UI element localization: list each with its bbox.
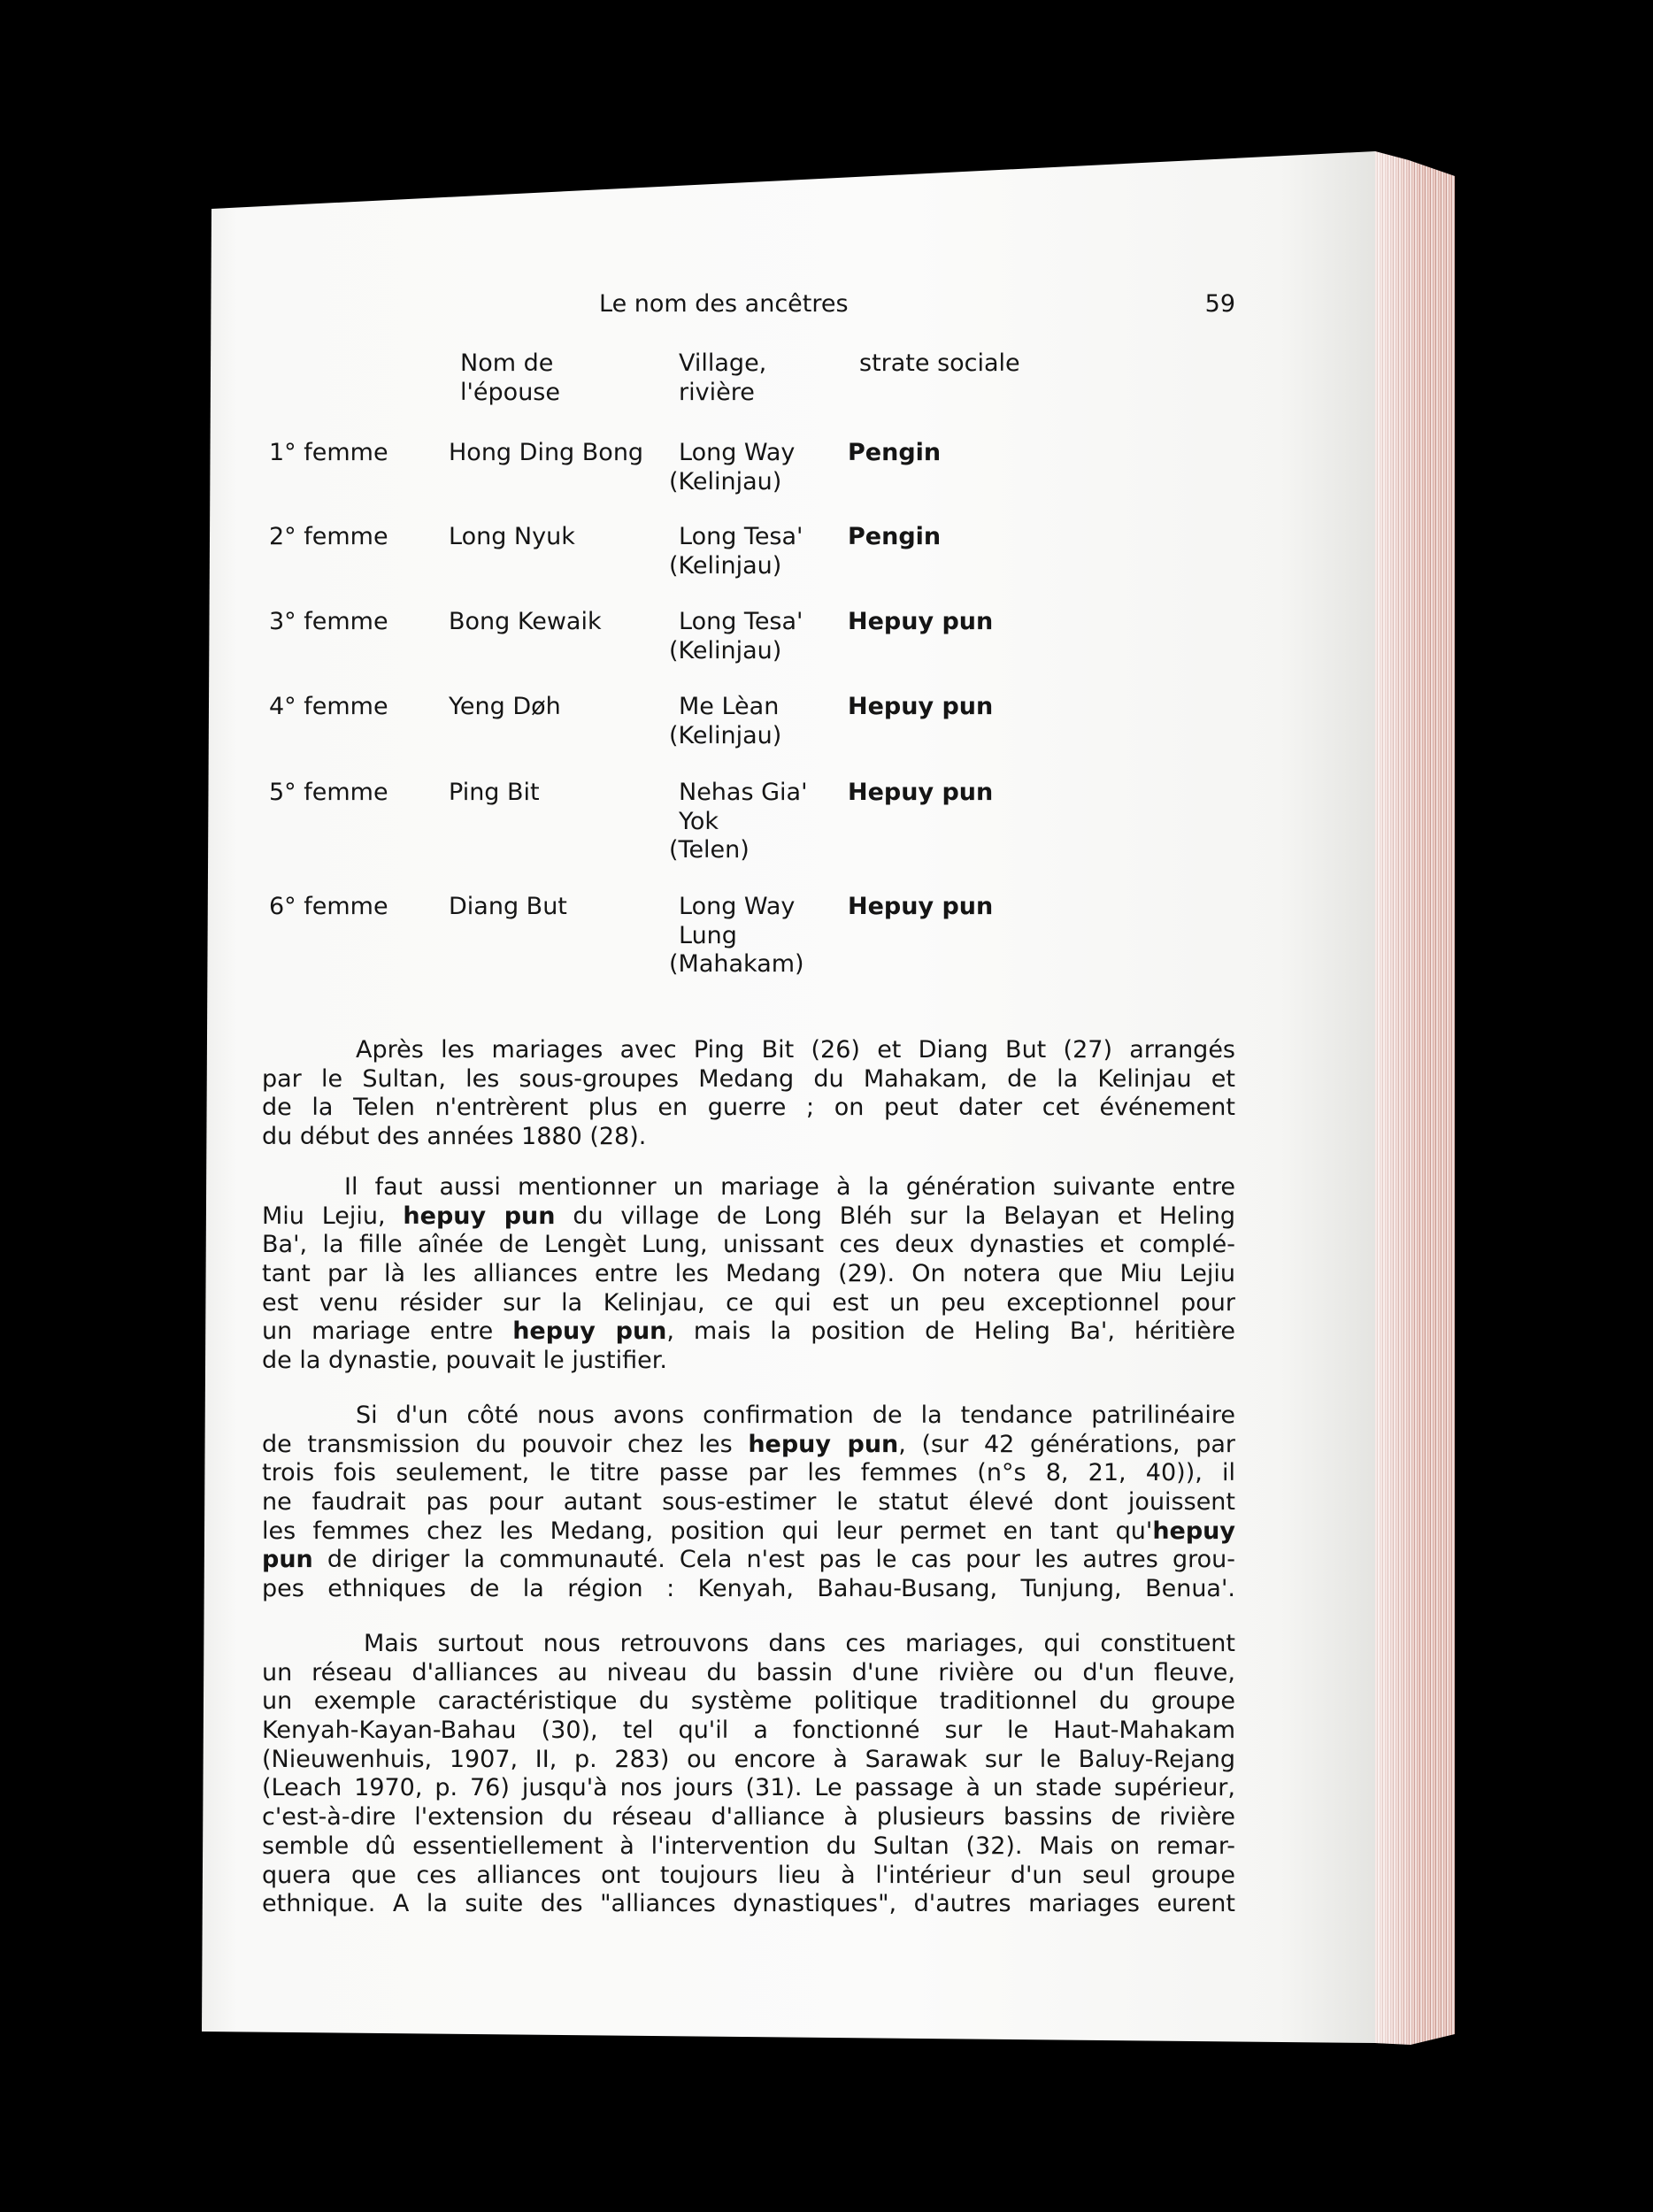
bold-term: hepuy pun [512,1317,667,1346]
body-paragraph [262,1630,1235,1919]
rank-cell: 6° femme [269,893,388,920]
river-line: (Kelinjau) [669,721,782,749]
river-line: (Kelinjau) [669,636,782,664]
text-line: (Nieuwenhuis, 1907, II, p. 283) ou encore à Sarawak sur le Baluy-Rejang [262,1745,1235,1773]
text-line [262,1202,1235,1232]
column-header-stratum: strate sociale [859,349,1020,377]
text-line: du début des années 1880 (28). [262,1123,647,1151]
page-edges [1375,151,1455,2054]
rank-cell: 3° femme [269,608,388,635]
wife-name-cell: Ping Bit [449,779,540,806]
wife-name-cell: Bong Kewaik [449,608,602,635]
text-line: par le Sultan, les sous-groupes Medang du Mahakam, de la Kelinjau et [262,1064,1235,1093]
village-line: Nehas Gia' [679,779,808,806]
village-line: Me Lèan [679,693,780,720]
village-cell [669,439,796,496]
column-header-line: rivière [679,378,755,406]
text-run: Miu Lejiu, [262,1202,404,1230]
running-title: Le nom des ancêtres [599,290,849,318]
rank-cell: 2° femme [269,523,388,550]
text-line: de la Telen n'entrèrent plus en guerre ; on peut dater cet événement [262,1094,1235,1122]
column-header-wife [460,349,560,407]
text-run: de transmission du pouvoir chez les [262,1430,749,1458]
text-line: de la dynastie, pouvait le justifier. [262,1347,667,1375]
page-number: 59 [1204,290,1235,318]
column-header-line: Village, [679,349,767,377]
text-run: les femmes chez les Medang, position qui leur permet en tant qu' [262,1517,1153,1545]
text-line: Ba', la fille aînée de Lengèt Lung, unissant ces deux dynasties et complé- [262,1231,1235,1259]
social-stratum-cell: Pengin [848,439,942,466]
body-paragraph [262,1402,1235,1604]
text-run: , (sur 42 générations, par [898,1430,1235,1458]
village-cell [669,608,803,665]
text-line: semble dû essentiellement à l'intervention du Sultan (32). Mais on remar- [262,1832,1235,1860]
social-stratum-cell: Hepuy pun [848,608,994,635]
text-line: est venu résider sur la Kelinjau, ce qui est un peu exceptionnel pour [262,1288,1235,1317]
text-line: Après les mariages avec Ping Bit (26) et Diang But (27) arrangés [356,1036,1235,1064]
text-line: tant par là les alliances entre les Medang (29). On notera que Miu Lejiu [262,1260,1235,1288]
village-cell [669,693,782,750]
text-line [262,1546,1235,1575]
social-stratum-cell: Hepuy pun [848,893,994,920]
column-header-village [679,349,766,407]
text-line: trois fois seulement, le titre passe par les femmes (n°s 8, 21, 40)), il [262,1459,1235,1487]
text-line [262,1517,1235,1547]
text-line: Mais surtout nous retrouvons dans ces mariages, qui constituent [364,1630,1235,1657]
village-line: Lung [679,921,737,949]
bold-term: hepuy pun [403,1202,556,1230]
village-cell [669,779,808,865]
text-line: Kenyah-Kayan-Bahau (30), tel qu'il a fonctionné sur le Haut-Mahakam [262,1717,1235,1745]
column-header-line: Nom de [460,349,554,377]
social-stratum-cell: Hepuy pun [848,693,994,720]
bold-term: pun [262,1546,313,1574]
text-line: un réseau d'alliances au niveau du bassin d'une rivière ou d'un fleuve, [262,1658,1235,1686]
village-line: Long Tesa' [679,608,803,635]
bold-term: hepuy [1152,1517,1235,1545]
rank-cell: 4° femme [269,693,388,720]
wife-name-cell: Hong Ding Bong [449,439,644,466]
river-line: (Kelinjau) [669,467,782,495]
text-line: ethnique. A la suite des "alliances dynastiques", d'autres mariages eurent [262,1890,1235,1918]
social-stratum-cell: Hepuy pun [848,779,994,806]
text-run: un mariage entre [262,1317,513,1346]
wife-name-cell: Diang But [449,893,567,920]
text-line: Si d'un côté nous avons confirmation de la tendance patrilinéaire [356,1402,1235,1429]
body-paragraph [262,1173,1235,1376]
text-line: Il faut aussi mentionner un mariage à la génération suivante entre [344,1173,1235,1201]
village-line: Long Way [679,439,796,466]
village-line: Long Tesa' [679,523,803,550]
text-line: pes ethniques de la région : Kenyah, Bahau-Busang, Tunjung, Benua'. [262,1575,1235,1603]
village-cell [669,523,803,580]
wife-name-cell: Yeng Døh [449,693,561,720]
bold-term: hepuy pun [748,1430,899,1458]
river-line: (Kelinjau) [669,551,782,580]
village-cell [669,893,804,979]
text-line: ne faudrait pas pour autant sous-estimer le statut élevé dont jouissent [262,1488,1235,1517]
text-line: c'est-à-dire l'extension du réseau d'alliance à plusieurs bassins de rivière [262,1803,1235,1832]
village-line: Yok [679,807,719,835]
rank-cell: 5° femme [269,779,388,806]
text-line: un exemple caractéristique du système politique traditionnel du groupe [262,1687,1235,1716]
text-line [262,1317,1235,1347]
rank-cell: 1° femme [269,439,388,466]
text-line: quera que ces alliances ont toujours lieu à l'intérieur d'un seul groupe [262,1861,1235,1889]
village-line: Long Way [679,893,796,920]
social-stratum-cell: Pengin [848,523,942,550]
text-run: , mais la position de Heling Ba', héritière [666,1317,1235,1346]
river-line: (Telen) [669,836,750,864]
wife-name-cell: Long Nyuk [449,523,575,550]
text-run: du village de Long Bléh sur la Belayan et Heling [555,1202,1236,1230]
body-paragraph [262,1036,1235,1152]
text-line: (Leach 1970, p. 76) jusqu'à nos jours (31). Le passage à un stade supérieur, [262,1774,1235,1802]
column-header-line: l'épouse [460,378,560,406]
text-run: de diriger la communauté. Cela n'est pas le cas pour les autres grou- [312,1546,1235,1574]
text-line [262,1431,1235,1460]
river-line: (Mahakam) [669,950,804,979]
